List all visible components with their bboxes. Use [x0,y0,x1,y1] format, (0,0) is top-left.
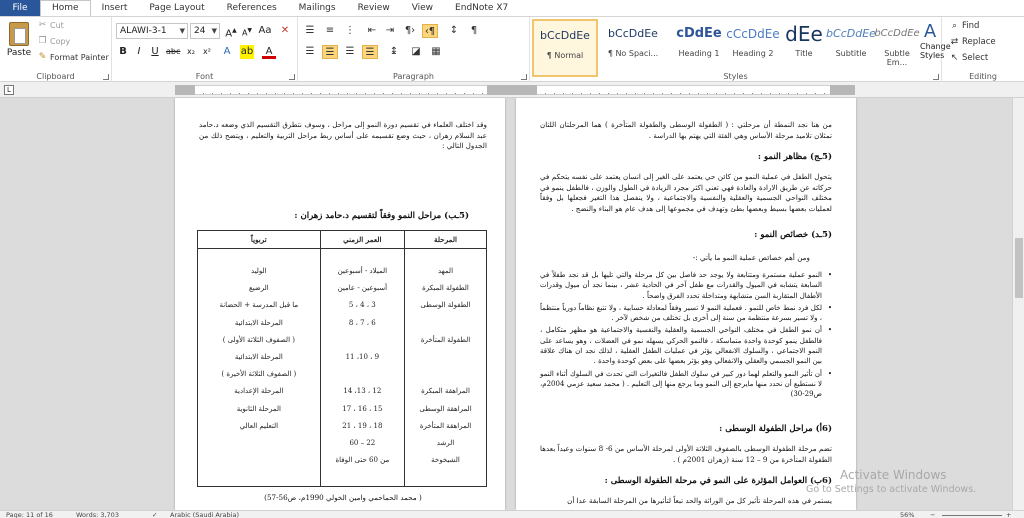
style-title[interactable] [776,19,832,77]
font-color-button[interactable]: A [262,45,276,59]
style-preview: bCcDdEe [826,27,876,40]
subscript-button[interactable]: x₂ [187,47,195,56]
underline-button[interactable]: U [151,46,159,57]
line-spacing-icon[interactable]: ↨ [389,46,399,57]
italic-button[interactable]: I [137,46,141,57]
style-name: ¶ Normal [546,51,584,60]
cell: 6 ، 7 ، 8 [348,318,376,327]
cell [198,435,320,452]
cell: من 60 حتى الوفاة [335,456,390,465]
editing-group-label: Editing [969,72,997,81]
paragraph-group-label: Paragraph [393,72,434,81]
cell: المراهقة المبكرة [421,387,470,396]
cell [405,366,486,383]
shading-icon[interactable]: ◪ [411,46,421,57]
paste-icon [9,22,29,46]
activation-watermark-subtitle: Go to Settings to activate Windows. [806,484,977,495]
cell: الطفولة المتأخرة [420,335,471,344]
font-name-value: ALAWI-3-1 [120,26,167,36]
cell: الشيخوخة [431,456,460,465]
clipboard-group [0,17,112,83]
zoom-slider[interactable] [942,515,1002,516]
scrollbar-thumb[interactable] [1015,238,1023,298]
bullets-icon[interactable]: ☰ [305,25,315,36]
heading-growth-characteristics: (5ـد) خصائص النمو : [754,230,832,240]
paragraph-5: يستمر في هذه المرحلة تأثير كل من الوراثة والحد تبعاً لتأثيرها من المرحلة السابقة عدا أن [567,496,832,505]
cell: المراهقة المتأخرة [419,421,472,430]
activation-watermark-title: Activate Windows [840,468,947,482]
style-preview: dEe [785,22,823,46]
cell: 3 ، 4 ، 5 [348,301,376,310]
copy-label: Copy [50,37,71,46]
change-styles-icon: A [923,21,937,42]
select-label: Select [962,53,989,63]
change-styles-label: Change Styles [920,42,951,60]
style-name: Heading 1 [678,49,720,58]
cell: الطفولة الوسطى [420,301,471,310]
grow-font-button[interactable]: A▲ [225,27,237,40]
align-left-icon[interactable]: ☰ [305,46,315,57]
style-name: Subtitle [835,49,867,58]
borders-icon[interactable]: ▦ [431,46,441,57]
style-name: Subtle Em... [884,49,910,67]
paragraph-3: ومن أهم خصائص عملية النمو ما يأتي :- [692,253,810,262]
characteristics-list [540,270,832,402]
styles-group-label: Styles [723,72,748,81]
cell: المراهقة الوسطى [419,404,472,413]
change-case-button[interactable]: Aa [258,25,272,36]
cell: المهد [437,267,454,275]
word-count[interactable]: Words: 3,703 [76,511,119,518]
heading-growth-aspects: (5ـج) مظاهر النمو : [757,152,832,162]
paragraph-1: من هنا نجد النمطة أن مرحلتي : ( الطفولة الوسطى والطفولة المتأخرة ) هما المرحلتان اللتان تمثلان تلاميذ مرحلة الأساس وهي الفئة التي يهتم بها الدراسة . [540,120,832,140]
scissors-icon: ✂ [38,20,47,30]
align-right-icon[interactable]: ☰ [345,46,355,57]
highlight-color-button[interactable]: ab [240,46,254,57]
page-right[interactable] [516,98,856,510]
header-educational: تربوياً [198,231,321,249]
text-effects-button[interactable]: A [223,46,231,57]
copy-button[interactable] [38,37,70,46]
paste-label: Paste [6,48,32,58]
zoom-level[interactable]: 56% [900,511,915,518]
cell: الرشد [436,438,455,447]
strikethrough-button[interactable]: abc [166,47,181,56]
styles-group [530,17,951,83]
cell: الرضيع [248,284,269,293]
growth-stages-table [197,230,487,487]
cell: 12 ، 13، 14 [343,387,382,396]
find-label: Find [962,21,980,31]
find-button[interactable] [950,21,979,31]
intro-paragraph: وقد اختلف العلماء في تقسيم دورة النمو إلى مراحل ، وسوف نتطرق التقسيم الذي وضعه د.حامد عبد السلام زهران ، حيث وضع تقسيمه على أساس ربط مراحل التربية والتعليم ، ويتضح ذلك من الجدول التالي : [199,120,487,150]
ribbon-tab-bar [0,0,1024,16]
ribbon [0,16,1024,82]
style-preview: bCcDdEe [874,28,920,39]
tab-review[interactable]: Review [357,3,390,13]
format-painter-button[interactable] [38,53,109,62]
paragraph-group [298,17,530,83]
cell: 9 ، 10، 11 [345,352,380,361]
cell: ما قبل المدرسة + الحضانة [219,301,299,310]
proofing-icon[interactable]: ✓ [152,511,158,518]
multilevel-list-icon[interactable]: ⋮ [345,25,355,36]
list-item: • النمو عملية مستمرة ومتتابعة ولا يوجد حد فاصل بين كل مرحلة والتي تليها بل قد نجد طفلاً في السابعة يتشابه في الميول والقدرات مع طفل آخر في الحادية عشر ، بينما نجد أن ميول وقدرات الأطفال المتقاربة السن متشابهة ومتداخلة تحدد الفرق واضحاً . [540,270,832,301]
style-normal[interactable] [532,19,598,77]
ruler-margin-left [175,85,195,95]
tab-page-layout[interactable]: Page Layout [149,3,205,13]
cell: التعليم العالي [239,421,279,430]
justify-icon[interactable]: ☰ [362,45,378,59]
tab-view[interactable]: View [411,3,434,13]
cell: 18 ، 19 ، 21 [342,421,383,430]
paragraph-launcher-icon[interactable] [521,74,527,80]
tab-references[interactable]: References [226,3,277,13]
increase-indent-icon[interactable]: ⇥ [385,25,395,36]
cell [405,315,486,332]
styles-launcher-icon[interactable] [933,74,939,80]
style-no-spacing[interactable] [600,19,666,77]
heading-middle-childhood: (6أ) مراحل الطفولة الوسطى : [719,424,832,434]
replace-button[interactable] [950,37,996,47]
font-size-value: 24 [194,26,206,36]
column-age [320,249,404,487]
cell: المرحلة الابتدائية [234,352,283,361]
font-group [112,17,298,83]
clear-formatting-icon[interactable]: ✕ [280,25,290,36]
clipboard-group-label: Clipboard [36,72,75,81]
style-name: Title [795,49,813,58]
cell [321,366,404,383]
cell: 15 ، 16 ، 17 [342,404,383,413]
paintbrush-icon: ✎ [38,52,47,62]
column-educational [198,249,321,487]
replace-icon: ⇄ [950,36,959,47]
search-icon: ⌕ [951,20,958,31]
chevron-down-icon: ▼ [211,27,217,35]
horizontal-ruler [0,82,1024,98]
paragraph-4: تضم مرحلة الطفولة الوسطى بالصفوف الثلاثة الأولى لمرحلة الأساس من 6- 8 سنوات وعيداً بعدها الطفولة المتأخرة من 9 – 12 سنة (زهران 2001م ) . [540,444,832,464]
ruler-margin-right [830,85,855,95]
list-item: • لكل فرد نمط خاص للنمو . فعملية النمو لا تسير وفقاً لمعادلة حسابية ، ولا تتبع نظاماً دورياً منتظماً ، ولا تسير بسرعة منتظمة من سنة إلى أخرى بل تختلف من شخص لآخر . [540,303,832,324]
cell: المرحلة الابتدائية [234,318,283,327]
style-subtle-emphasis[interactable] [874,19,920,77]
list-item: • أن تأثير النمو والتعلم لهما دور كبير في سلوك الطفل فالتغيرات التي تحدث في السلوك أثناء النمو لا نستطيع أن نحدد منها مايرجع إلى النمو وما يرجع منها إلى التعليم . ( محمد سعيد عزمي 2004م، ص29-30) [540,369,832,400]
zoom-in-icon[interactable]: + [1006,511,1012,518]
tab-endnote[interactable]: EndNote X7 [455,3,509,13]
tab-file[interactable]: File [0,0,40,16]
decrease-indent-icon[interactable]: ⇤ [367,25,377,36]
style-subtitle[interactable] [826,19,876,77]
font-group-label: Font [195,72,214,81]
style-preview: cDdEe [676,26,722,41]
cell: ( الصفوف الثلاثة الأولى ) [222,335,295,344]
change-styles-button[interactable] [920,21,951,60]
list-item: • أن نمو الطفل في مختلف النواحي الجسمية والعقلية والنفسية والاجتماعية هو مظهر متكامل ، فالطفل ينمو كوحدة واحدة متماسكة ، فالنمو الحركي يسهله نمو في العضلات ، وهو يساعد على النمو الاجتماعي ، والسلوك الانفعالي يؤثر في عمليات الطفل العقلية ، لذلك نجد ان هناك علاقة بين النمو الجسمي والعقلي والانفعالي وهو بؤثر بعضها على بعض كوحدة واحدة . [540,325,832,366]
status-bar [0,510,1024,518]
vertical-scrollbar[interactable] [1012,98,1024,510]
font-size-select[interactable] [190,23,220,39]
style-preview: bCcDdEe [540,29,590,42]
ltr-direction-icon[interactable]: ¶› [404,25,416,36]
bold-button[interactable]: B [119,46,127,57]
page-left[interactable] [175,98,505,510]
heading-growth-factors: (6ب) العوامل المؤثرة على النمو في مرحلة الطفولة الوسطى : [604,476,832,486]
cell: المرحلة الثانوية [236,404,281,413]
document-area[interactable] [0,98,1012,510]
font-launcher-icon[interactable] [289,74,295,80]
cursor-icon: ↖ [950,52,959,63]
rtl-direction-icon[interactable]: ‹¶ [422,24,438,38]
align-center-icon[interactable]: ☰ [322,45,338,59]
shrink-font-button[interactable]: A▼ [241,27,253,38]
show-formatting-icon[interactable]: ¶ [470,25,478,36]
cell: أسبوعين - عامين [337,284,388,293]
zoom-out-icon[interactable]: − [930,511,936,518]
cut-label: Cut [50,21,64,30]
paste-button[interactable] [4,20,34,64]
select-button[interactable] [950,53,988,63]
cell: الوليد [251,267,267,275]
cell: 22 – 60 [349,438,376,447]
ruler-column-gap [487,85,537,95]
superscript-button[interactable]: x² [203,47,211,56]
language-indicator[interactable]: Arabic (Saudi Arabia) [170,511,239,518]
tab-mailings[interactable]: Mailings [298,3,336,13]
column-stage [405,249,487,487]
copy-icon: ❐ [38,36,47,46]
tab-insert[interactable]: Insert [101,3,128,13]
table-title: (5ـب) مراحل النمو وفقاً لتقسيم د.حامد زهران : [294,211,469,221]
header-age: العمر الزمني [320,231,404,249]
paragraph-2: يتحول الطفل في عملية النمو من كائن حي يعتمد على الغير إلى انسان يعتمد على نفسه يتحكم في حركاته عن طريق الارادة والعادة فهي تعني اكثر مجرد الزيادة في الطول والوزن ، فالطفل ينمو في مختلف النواحي الجسمية والعقلية والنفسية والاجتماعية ، ولا ينفصل هذا التغير فجعلها بل وفقاً لعمليات بعضها بسيط وبعضها بطئ وتهدف في مجموعها إلى هدف عام هو البناء والنضج . [540,172,832,213]
tab-selector-icon[interactable]: L [4,85,14,95]
format-painter-label: Format Painter [50,53,109,62]
clipboard-launcher-icon[interactable] [103,74,109,80]
cell: الميلاد - أسبوعين [337,267,388,275]
table-citation: ( محمد الحماحمي وامين الخولي 1990م، ص56-57) [264,493,422,502]
numbering-icon[interactable]: ≡ [325,25,335,36]
font-name-select[interactable] [116,23,188,39]
cell [405,349,486,366]
style-name: Heading 2 [732,49,774,58]
style-name: ¶ No Spaci... [607,49,659,58]
style-preview: cCcDdEe [726,27,780,41]
chevron-down-icon: ▼ [179,27,185,35]
page-count[interactable]: Page: 11 of 16 [6,511,53,518]
cell: الطفولة المبكرة [422,284,469,293]
editing-group [942,17,1024,83]
sort-icon[interactable]: ↕ [449,25,459,36]
cell: ( الصفوف الثلاثة الأخيرة ) [221,370,297,379]
cell [198,452,320,469]
cut-button[interactable] [38,21,64,30]
cell: المرحلة الإعدادية [234,387,284,396]
replace-label: Replace [962,37,996,47]
cell [321,332,404,349]
style-preview: bCcDdEe [608,27,658,40]
header-stage: المرحلة [405,231,487,249]
tab-home[interactable]: Home [40,0,91,16]
